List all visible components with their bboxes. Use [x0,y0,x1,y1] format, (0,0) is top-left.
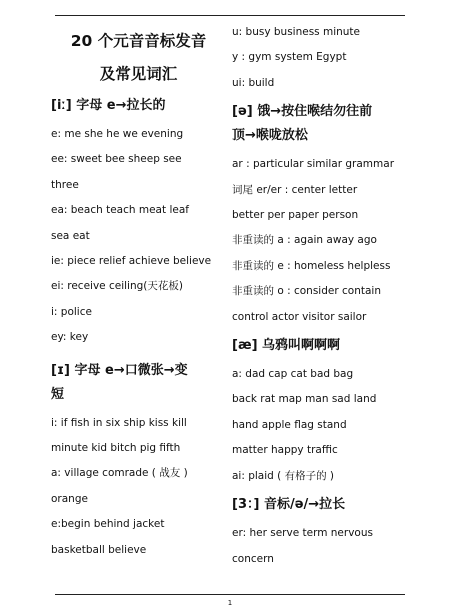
text-line: i: if fish in six ship kiss kill [51,416,187,429]
top-rule [55,15,405,16]
text-line: e:begin behind jacket [51,518,165,531]
text-line: sea eat [51,229,90,242]
text-line: ui: build [232,76,275,89]
text-line: ar : particular similar grammar [232,158,395,171]
section-title-line-2: 顶→喉咙放松 [232,128,308,144]
section-body-schwa [232,152,410,330]
page-number: 1 [227,599,233,607]
section-title-schwa [232,100,410,148]
section-body-i-long [51,122,226,351]
text-line: u: busy business minute [232,26,361,38]
text-line: three [51,178,79,191]
text-line: y : gym system Egypt [232,51,347,64]
section-title-line-1: [ə] 饿→按住喉结勿往前 [232,104,373,120]
section-title-i-short [51,359,226,407]
text-line: concern [232,552,274,565]
text-line: ei: receive ceiling(天花板) [51,280,183,293]
text-line: ea: beach teach meat leaf [51,204,189,217]
text-line: control actor visitor sailor [232,310,367,323]
document-title-line-1: 20 个元音音标发音 [70,32,207,50]
section-body-ae [232,362,410,489]
left-column [51,20,226,563]
text-line: better per paper person [232,209,359,222]
text-line: 非重读的 e : homeless helpless [232,259,391,272]
document-title [51,25,226,91]
bottom-rule [55,594,405,595]
text-line: ai: plaid ( 有格子的 ) [232,469,335,482]
text-line: i: police [51,305,92,318]
section-title-line-1: [ɪ] 字母 e→口微张→变 [51,362,188,378]
text-line: back rat map man sad land [232,393,377,406]
document-title-line-2: 及常见词汇 [99,65,178,83]
text-line: a: village comrade ( 战友 ) [51,467,188,480]
text-line: basketball believe [51,543,147,556]
section-title-line-2: 短 [51,386,65,402]
continued-lines [232,20,410,96]
text-line: ee: sweet bee sheep see [51,153,182,166]
text-line: 非重读的 o : consider contain [232,285,381,298]
text-line: 词尾 er/er : center letter [232,183,358,196]
right-column [232,20,410,572]
text-line: er: her serve term nervous [232,527,373,540]
text-line: orange [51,492,88,505]
section-body-i-short [51,411,226,563]
text-line: 非重读的 a : again away ago [232,234,377,247]
section-body-3-long [232,521,410,572]
text-line: minute kid bitch pig fifth [51,442,181,455]
text-line: matter happy traffic [232,444,338,457]
section-title-ae: [æ] 乌鸦叫啊啊啊 [232,338,341,354]
text-line: ie: piece relief achieve believe [51,255,212,268]
text-line: a: dad cap cat bad bag [232,368,354,381]
section-title-3-long: [3：] 音标/ə/→拉长 [232,497,346,513]
text-line: hand apple flag stand [232,418,347,431]
text-line: ey: key [51,331,89,344]
section-title-i-long: [iː] 字母 e→拉长的 [51,98,166,113]
text-line: e: me she he we evening [51,128,184,140]
